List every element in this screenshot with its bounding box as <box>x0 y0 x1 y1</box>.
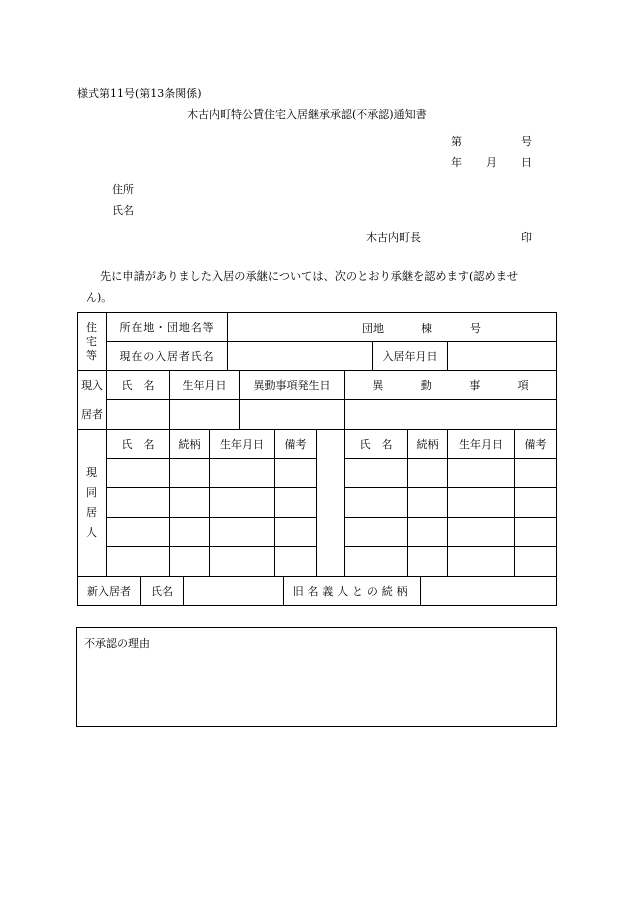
issuer-name: 木古内町長 <box>366 231 421 244</box>
cohabitants-label-char-2: 同 <box>86 486 97 499</box>
cohabitants-label-char-4: 人 <box>86 526 97 539</box>
number-dai: 第 <box>451 135 462 148</box>
housing-label <box>77 313 106 370</box>
cohabitant-notes-header: 備考 <box>284 438 307 451</box>
date-day: 日 <box>521 156 532 169</box>
housing-label-char-3: 等 <box>86 348 97 362</box>
former-holder-relation-label: 旧名義人との続柄 <box>292 585 412 598</box>
form-number: 様式第11号(第13条関係) <box>77 87 202 100</box>
resident-birth-header: 生年月日 <box>182 379 227 392</box>
name-label: 氏名 <box>112 204 134 217</box>
document-title: 木古内町特公賃住宅入居継承承認(不承認)通知書 <box>187 108 427 121</box>
to-label: 棟 <box>421 322 432 335</box>
change-date-header: 異動事項発生日 <box>253 379 331 392</box>
number-go: 号 <box>521 135 532 148</box>
new-resident-label: 新入居者 <box>87 585 131 598</box>
cohabitants-label-char-1: 現 <box>86 466 97 479</box>
new-resident-name-label: 氏名 <box>151 585 173 598</box>
current-resident-label-bottom: 居者 <box>81 408 103 421</box>
body-text-line1: 先に申請がありました入居の承継については、次のとおり承継を認めます(認めませ <box>100 270 519 283</box>
cohabitants-label <box>77 430 106 576</box>
cohabitant-birth-header: 生年月日 <box>220 438 264 451</box>
change-items-header: 異 動 事 項 <box>372 379 542 392</box>
date-year: 年 <box>451 156 462 169</box>
cohabitant-name-header-right: 氏 名 <box>359 438 393 451</box>
cohabitant-relation-header-right: 続柄 <box>416 438 439 451</box>
cohabitant-name-header: 氏 名 <box>121 438 155 451</box>
move-in-date-label: 入居年月日 <box>382 350 438 363</box>
location-label: 所在地・団地名等 <box>119 321 215 334</box>
cohabitant-relation-header: 続柄 <box>178 438 201 451</box>
current-resident-name-label: 現在の入居者氏名 <box>119 350 215 363</box>
reason-box <box>76 627 557 727</box>
cohabitant-notes-header-right: 備考 <box>524 438 547 451</box>
date-month: 月 <box>486 156 497 169</box>
body-text-line2: ん)。 <box>86 291 113 304</box>
seal-mark: 印 <box>521 231 532 244</box>
go-label: 号 <box>470 322 481 335</box>
housing-label-char-1: 住 <box>86 320 97 334</box>
cohabitants-label-char-3: 居 <box>86 506 97 519</box>
cohabitant-birth-header-right: 生年月日 <box>459 438 503 451</box>
current-resident-label-top: 現入 <box>81 379 103 392</box>
address-label: 住所 <box>112 183 134 196</box>
reason-label: 不承認の理由 <box>84 637 150 650</box>
danchi-label: 団地 <box>362 322 384 335</box>
housing-label-char-2: 宅 <box>86 334 97 348</box>
resident-name-header: 氏 名 <box>121 379 155 392</box>
